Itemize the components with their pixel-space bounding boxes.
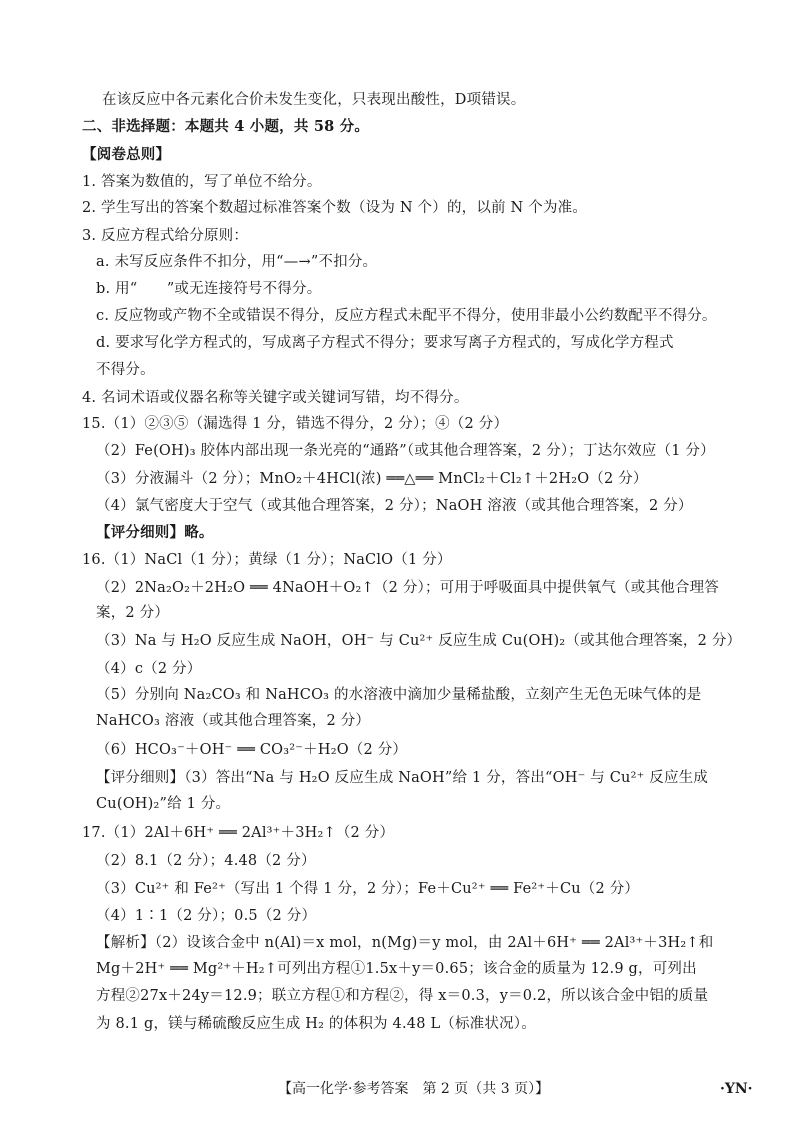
text-line: 17.（1）2Al＋6H⁺ ══ 2Al³⁺＋3H₂↑（2 分） [82, 825, 395, 841]
text-line: c. 反应物或产物不全或错误不得分，反应方程式未配平不得分，使用非最小公约数配平不得分。 [96, 308, 717, 324]
text-line: （4）氯气密度大于空气（或其他合理答案，2 分）；NaOH 溶液（或其他合理答案，2 分） [96, 498, 693, 514]
text-line: （3）Na 与 H₂O 反应生成 NaOH，OH⁻ 与 Cu²⁺ 反应生成 Cu(OH)₂（或其他合理答案，2 分） [96, 633, 742, 649]
text-line: 16.（1）NaCl（1 分）；黄绿（1 分）；NaClO（1 分） [82, 552, 452, 568]
text-line: NaHCO₃ 溶液（或其他合理答案，2 分） [96, 713, 371, 729]
text-line: 3. 反应方程式给分原则： [82, 228, 249, 244]
text-line: b. 用“ ”或无连接符号不得分。 [96, 281, 322, 297]
text-line: a. 未写反应条件不扣分，用“—→”不扣分。 [96, 254, 378, 270]
footer-code: ·YN· [720, 1081, 753, 1097]
text-line: d. 要求写化学方程式的，写成离子方程式不得分；要求写离子方程式的，写成化学方程式 [96, 335, 674, 351]
text-line: 4. 名词术语或仪器名称等关键字或关键词写错，均不得分。 [82, 390, 469, 406]
text-line: （3）Cu²⁺ 和 Fe²⁺（写出 1 个得 1 分，2 分）；Fe＋Cu²⁺ ══ Fe²⁺＋Cu（2 分） [96, 881, 640, 897]
footer-page-info: 【高一化学·参考答案 第 2 页（共 3 页）】 [278, 1081, 550, 1097]
text-line: 【解析】（2）设该合金中 n(Al)＝x mol，n(Mg)＝y mol，由 2Al＋6H⁺ ══ 2Al³⁺＋3H₂↑和 [96, 935, 714, 951]
text-line: （6）HCO₃⁻＋OH⁻ ══ CO₃²⁻＋H₂O（2 分） [96, 742, 408, 758]
text-line: 【评分细则】略。 [96, 524, 214, 541]
text-line: 方程②27x＋24y＝12.9；联立方程①和方程②，得 x＝0.3，y＝0.2，所以该合金中铝的质量 [96, 988, 709, 1004]
text-line: （5）分别向 Na₂CO₃ 和 NaHCO₃ 的水溶液中滴加少量稀盐酸，立刻产生无色无味气体的是 [96, 687, 702, 703]
text-line: 15.（1）②③⑤（漏选得 1 分，错选不得分，2 分）；④（2 分） [82, 416, 509, 432]
text-line: 在该反应中各元素化合价未发生变化，只表现出酸性，D项错误。 [102, 92, 526, 108]
text-line: （2）Fe(OH)₃ 胶体内部出现一条光亮的“通路”（或其他合理答案，2 分）；丁达尔效应（1 分） [96, 443, 715, 459]
text-line: 为 8.1 g，镁与稀硫酸反应生成 H₂ 的体积为 4.48 L（标准状况）。 [96, 1016, 536, 1032]
text-line: 不得分。 [96, 362, 155, 378]
text-line: （4）c（2 分） [96, 661, 202, 677]
text-line: 2. 学生写出的答案个数超过标准答案个数（设为 N 个）的，以前 N 个为准。 [82, 200, 588, 216]
text-line: （3）分液漏斗（2 分）；MnO₂＋4HCl(浓) ══△══ MnCl₂＋Cl₂↑＋2H₂O（2 分） [96, 471, 648, 487]
text-line: 【阅卷总则】 [82, 146, 171, 163]
text-line: 案，2 分） [96, 605, 170, 621]
text-line: （2）2Na₂O₂＋2H₂O ══ 4NaOH＋O₂↑（2 分）；可用于呼吸面具中提供氧气（或其他合理答 [96, 580, 719, 596]
text-line: 【评分细则】（3）答出“Na 与 H₂O 反应生成 NaOH”给 1 分，答出“OH⁻ 与 Cu²⁺ 反应生成 [96, 770, 709, 786]
text-line: 二、非选择题：本题共 4 小题，共 58 分。 [82, 118, 370, 135]
text-line: 1. 答案为数值的，写了单位不给分。 [82, 174, 322, 190]
text-line: Cu(OH)₂”给 1 分。 [96, 796, 231, 812]
text-line: （2）8.1（2 分）；4.48（2 分） [96, 853, 316, 869]
text-line: （4）1∶1（2 分）；0.5（2 分） [96, 908, 317, 924]
text-line: Mg＋2H⁺ ══ Mg²⁺＋H₂↑可列出方程①1.5x＋y＝0.65；该合金的质量为 12.9 g，可列出 [96, 961, 697, 977]
